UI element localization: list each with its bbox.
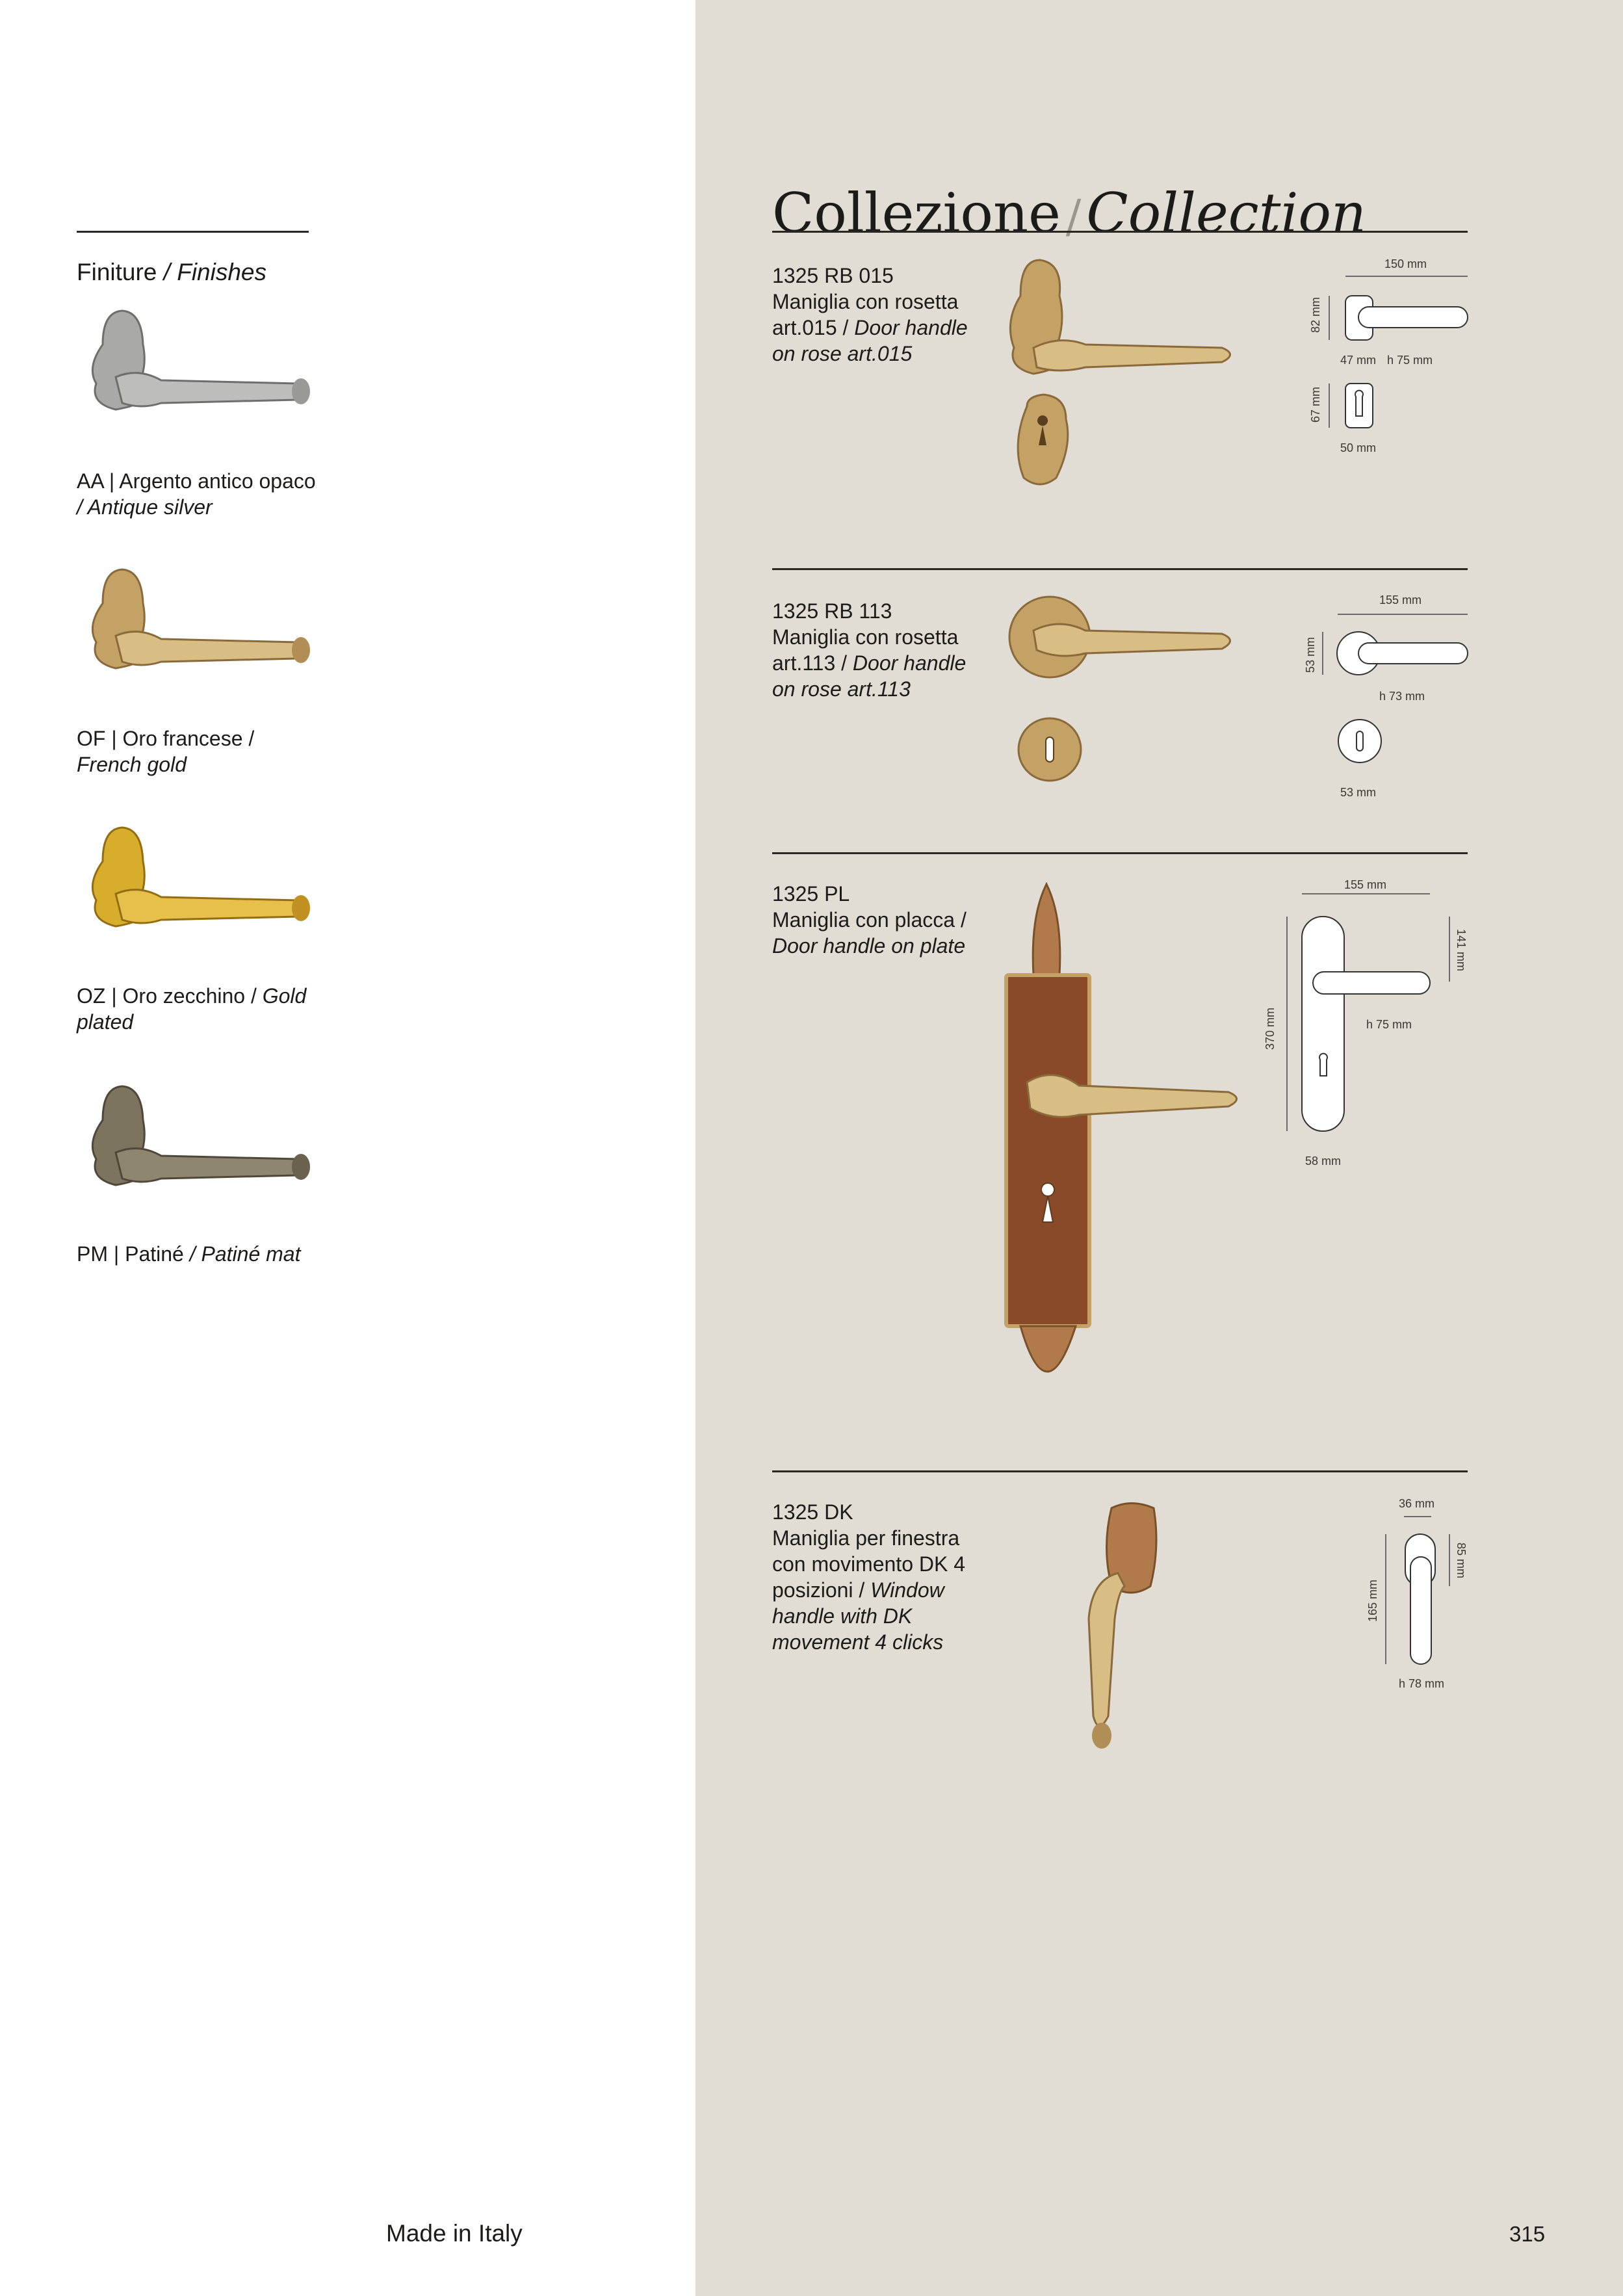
svg-text:47 mm: 47 mm: [1340, 354, 1377, 367]
product-pl-drawing: [1254, 874, 1475, 1173]
product-code: 1325 PL: [772, 882, 850, 906]
svg-text:53 mm: 53 mm: [1340, 786, 1377, 799]
finish-image-antique-silver: [77, 306, 312, 442]
product-code: 1325 RB 015: [772, 264, 894, 287]
finish-image-patine: [77, 1081, 312, 1218]
product-rb015-drawing: [1300, 254, 1482, 462]
page-number: 315: [1509, 2222, 1546, 2246]
svg-text:h 75 mm: h 75 mm: [1387, 354, 1433, 367]
finish-image-gold-plated: [77, 822, 312, 959]
product-divider-2: [772, 852, 1468, 854]
svg-text:58 mm: 58 mm: [1305, 1155, 1342, 1168]
finish-label-french-gold: OF | Oro francese / French gold: [77, 727, 255, 776]
finishes-divider: [77, 231, 309, 233]
finish-label-antique-silver: AA | Argento antico opaco / Antique silver: [77, 469, 316, 519]
finish-label-gold-plated: OZ | Oro zecchino / Gold plated: [77, 984, 307, 1034]
product-pl-image: [1001, 878, 1248, 1424]
svg-text:150 mm: 150 mm: [1384, 257, 1427, 270]
svg-text:53 mm: 53 mm: [1304, 636, 1317, 673]
product-code: 1325 DK: [772, 1500, 853, 1524]
svg-text:85 mm: 85 mm: [1455, 1543, 1468, 1579]
svg-text:50 mm: 50 mm: [1340, 441, 1377, 454]
collection-divider: [772, 231, 1468, 233]
footer-made-in-italy: Made in Italy: [386, 2220, 523, 2247]
svg-text:h 78 mm: h 78 mm: [1399, 1677, 1445, 1690]
svg-text:36 mm: 36 mm: [1399, 1497, 1435, 1510]
collection-title: Collezione /Collection: [772, 181, 1367, 245]
product-pl-text: 1325 PL Maniglia con placca / Door handle on plate: [772, 881, 993, 959]
product-rb015-text: 1325 RB 015 Maniglia con rosetta art.015 / Door handle on rose art.015: [772, 263, 993, 367]
svg-text:67 mm: 67 mm: [1309, 386, 1322, 423]
svg-text:h 73 mm: h 73 mm: [1379, 690, 1425, 703]
product-divider-3: [772, 1470, 1468, 1472]
product-rb015-image: [1001, 257, 1241, 497]
product-code: 1325 RB 113: [772, 599, 892, 623]
finishes-title: Finiture / Finishes: [77, 259, 267, 285]
product-dk-drawing: [1358, 1492, 1482, 1700]
svg-text:h 75 mm: h 75 mm: [1366, 1018, 1412, 1031]
svg-text:165 mm: 165 mm: [1366, 1579, 1379, 1622]
finish-label-patine: PM | Patiné / Patiné mat: [77, 1242, 301, 1266]
svg-text:82 mm: 82 mm: [1309, 296, 1322, 333]
svg-text:141 mm: 141 mm: [1455, 929, 1468, 972]
product-rb113-text: 1325 RB 113 Maniglia con rosetta art.113 / Door handle on rose art.113: [772, 598, 993, 702]
svg-text:155 mm: 155 mm: [1344, 878, 1387, 891]
product-divider-1: [772, 568, 1468, 570]
product-dk-text: 1325 DK Maniglia per finestra con movimento DK 4 posizioni / Window handle with DK movement 4 clicks: [772, 1499, 993, 1655]
product-rb113-drawing: [1293, 588, 1482, 803]
product-rb113-image: [1001, 592, 1241, 787]
svg-text:370 mm: 370 mm: [1264, 1007, 1277, 1050]
svg-text:155 mm: 155 mm: [1379, 594, 1422, 607]
finish-image-french-gold: [77, 564, 312, 701]
product-dk-image: [1066, 1495, 1183, 1755]
